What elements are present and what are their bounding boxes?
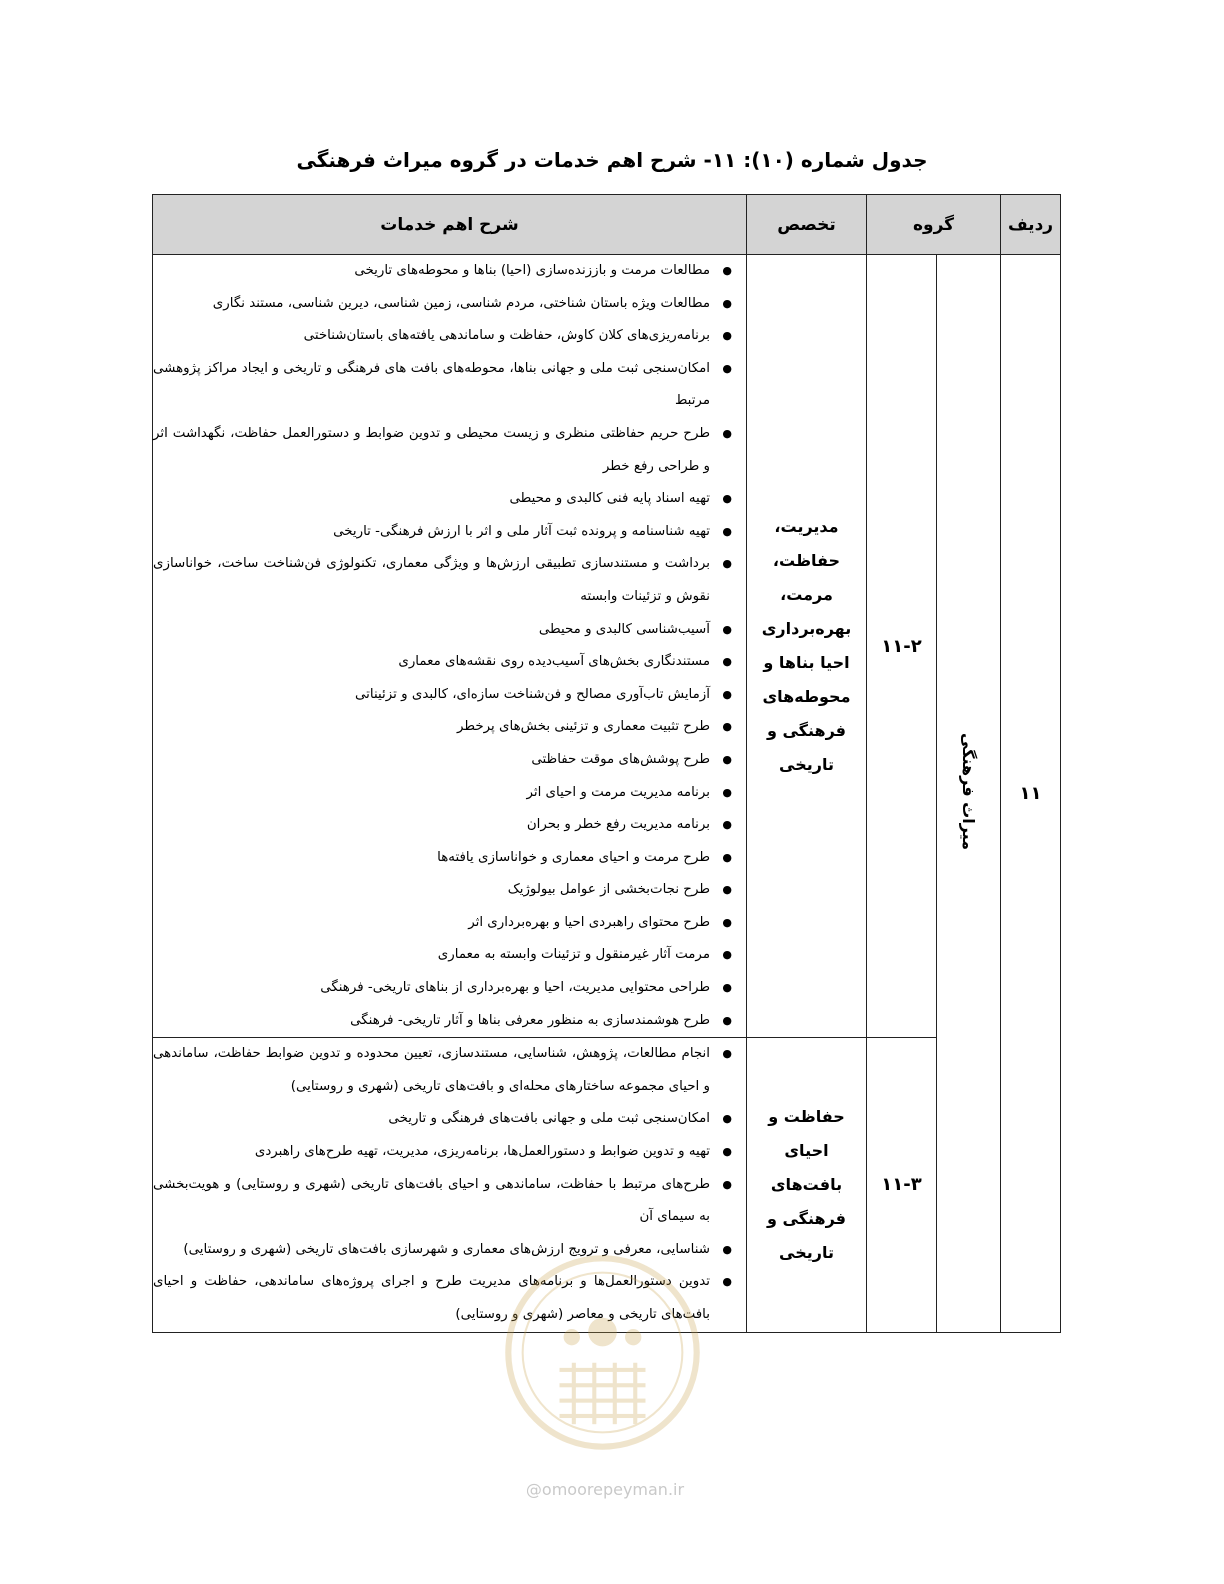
- list-item: [153, 777, 746, 810]
- bullet-icon: ●: [722, 524, 732, 538]
- bullet-icon: ●: [722, 752, 732, 766]
- list-item-text: امکان‌سنجی ثبت ملی و جهانی بافت‌های فرهنگی و تاریخی: [388, 1111, 710, 1127]
- bullet-icon: ●: [722, 1242, 732, 1256]
- bullet-icon: ●: [722, 948, 732, 962]
- services-list: [153, 255, 746, 1037]
- bullet-icon: ●: [722, 720, 732, 734]
- list-item: [153, 1266, 746, 1331]
- page-title: جدول شماره (۱۰): ۱۱- شرح اهم خدمات در گروه میراث فرهنگی: [296, 148, 928, 172]
- bullet-icon: ●: [722, 655, 732, 669]
- list-item: [153, 548, 746, 613]
- bullet-icon: ●: [722, 1275, 732, 1289]
- services-cell: [153, 1038, 747, 1332]
- list-item: [153, 679, 746, 712]
- list-item: [153, 646, 746, 679]
- list-item: [153, 353, 746, 418]
- header-group: گروه: [867, 195, 1001, 255]
- list-item: [153, 711, 746, 744]
- table-row: [153, 1038, 1061, 1332]
- group-name: میراث فرهنگی: [959, 732, 979, 850]
- list-item: [153, 972, 746, 1005]
- group-name-cell: [937, 255, 1001, 1333]
- header-services: شرح اهم خدمات: [153, 195, 747, 255]
- watermark-text: @omoorepeyman.ir: [525, 1480, 685, 1499]
- bullet-icon: ●: [722, 1112, 732, 1126]
- list-item-text: مستندنگاری بخش‌های آسیب‌دیده روی نقشه‌های معماری: [398, 654, 710, 670]
- list-item-text: طرح پوشش‌های موقت حفاظتی: [531, 751, 710, 767]
- bullet-icon: ●: [722, 1047, 732, 1061]
- bullet-icon: ●: [722, 1013, 732, 1027]
- bullet-icon: ●: [722, 687, 732, 701]
- subgroup-specialty: حفاظت و احیای بافت‌های فرهنگی و تاریخی: [747, 1038, 867, 1332]
- list-item-text: برنامه مدیریت رفع خطر و بحران: [526, 817, 710, 833]
- services-cell: [153, 255, 747, 1038]
- list-item-text: طرح‌های مرتبط با حفاظت، ساماندهی و احیای بافت‌های تاریخی (شهری و روستایی) و هویت‌بخشی به سیمای آن: [153, 1176, 710, 1225]
- services-table: [152, 194, 1061, 1333]
- bullet-icon: ●: [722, 361, 732, 375]
- list-item: [153, 1038, 746, 1103]
- table-row: [153, 255, 1061, 1038]
- list-item-text: برنامه‌ریزی‌های کلان کاوش، حفاظت و ساماندهی یافته‌های باستان‌شناختی: [303, 328, 710, 344]
- list-item-text: مطالعات ویژه باستان شناختی، مردم شناسی، زمین شناسی، دیرین شناسی، مستند نگاری: [212, 295, 710, 311]
- bullet-icon: ●: [722, 426, 732, 440]
- list-item: [153, 614, 746, 647]
- bullet-icon: ●: [722, 264, 732, 277]
- list-item: [153, 320, 746, 353]
- list-item: [153, 516, 746, 549]
- list-item: [153, 418, 746, 483]
- list-item-text: امکان‌سنجی ثبت ملی و جهانی بناها، محوطه‌های بافت های فرهنگی و تاریخی و ایجاد مراکز پژوهشی مرتبط: [153, 360, 710, 409]
- bullet-icon: ●: [722, 1177, 732, 1191]
- list-item: [153, 1005, 746, 1038]
- list-item-text: طرح تثبیت معماری و تزئینی بخش‌های پرخطر: [456, 719, 710, 735]
- list-item: [153, 1234, 746, 1267]
- header-row-number: ردیف: [1001, 195, 1061, 255]
- list-item-text: شناسایی، معرفی و ترویج ارزش‌های معماری و شهرسازی بافت‌های تاریخی (شهری و روستایی): [183, 1241, 710, 1257]
- bullet-icon: ●: [722, 785, 732, 799]
- list-item: [153, 1103, 746, 1136]
- list-item-text: تدوین دستورالعمل‌ها و برنامه‌های مدیریت طرح و اجرای پروژه‌های ساماندهی، حفاظت و احیای بافت‌های تاریخی و معاصر (شهری و روستایی): [153, 1274, 710, 1322]
- bullet-icon: ●: [722, 850, 732, 864]
- list-item-text: آسیب‌شناسی کالبدی و محیطی: [538, 621, 710, 637]
- list-item: [153, 907, 746, 940]
- list-item-text: تهیه اسناد پایه فنی کالبدی و محیطی: [509, 491, 710, 507]
- bullet-icon: ●: [722, 915, 732, 929]
- subgroup-code: ۱۱-۲: [867, 255, 937, 1038]
- bullet-icon: ●: [722, 492, 732, 506]
- list-item-text: طراحی محتوایی مدیریت، احیا و بهره‌برداری از بناهای تاریخی- فرهنگی: [320, 980, 710, 996]
- list-item-text: برداشت و مستندسازی تطبیقی ارزش‌ها و ویژگی معماری، تکنولوژی فن‌شناخت ساخت، خواناسازی نقوش و تزئینات وابسته: [153, 556, 710, 604]
- list-item-text: مرمت آثار غیرمنقول و تزئینات وابسته به معماری: [437, 947, 710, 963]
- bullet-icon: ●: [722, 329, 732, 343]
- table-header-row: [153, 195, 1061, 255]
- list-item: [153, 809, 746, 842]
- bullet-icon: ●: [722, 981, 732, 995]
- list-item: [153, 1136, 746, 1169]
- list-item-text: برنامه مدیریت مرمت و احیای اثر: [526, 784, 710, 800]
- list-item-text: انجام مطالعات، پژوهش، شناسایی، مستندسازی، تعیین محدوده و تدوین ضوابط حفاظت، ساماندهی و احیای مجموعه ساختارهای محله‌ای و بافت‌های تاریخی (شهری و روستایی): [153, 1046, 710, 1094]
- bullet-icon: ●: [722, 883, 732, 897]
- bullet-icon: ●: [722, 622, 732, 636]
- list-item-text: تهیه شناسنامه و پرونده ثبت آثار ملی و اثر با ارزش فرهنگی- تاریخی: [333, 523, 710, 539]
- bullet-icon: ●: [722, 557, 732, 571]
- list-item-text: طرح محتوای راهبردی احیا و بهره‌برداری اثر: [468, 914, 710, 930]
- list-item-text: طرح مرمت و احیای معماری و خواناسازی یافته‌ها: [437, 849, 710, 865]
- row-number: ۱۱: [1001, 255, 1061, 1333]
- bullet-icon: ●: [722, 818, 732, 832]
- list-item: [153, 483, 746, 516]
- list-item-text: آزمایش تاب‌آوری مصالح و فن‌شناخت سازه‌ای، کالبدی و تزئیناتی: [354, 686, 710, 702]
- subgroup-code: ۱۱-۳: [867, 1038, 937, 1332]
- bullet-icon: ●: [722, 1145, 732, 1159]
- subgroup-specialty: مدیریت، حفاظت، مرمت، بهره‌برداری احیا بناها و محوطه‌های فرهنگی و تاریخی: [747, 255, 867, 1038]
- header-specialty: تخصص: [747, 195, 867, 255]
- list-item-text: طرح هوشمندسازی به منظور معرفی بناها و آثار تاریخی- فرهنگی: [350, 1012, 710, 1028]
- list-item: [153, 842, 746, 875]
- services-list: [153, 1038, 746, 1331]
- list-item-text: مطالعات مرمت و باززنده‌سازی (احیا) بناها و محوطه‌های تاریخی: [354, 263, 710, 278]
- list-item: [153, 1169, 746, 1234]
- list-item-text: طرح حریم حفاظتی منظری و زیست محیطی و تدوین ضوابط و دستورالعمل حفاظت، نگهداشت اثر و طراحی رفع خطر: [153, 425, 710, 474]
- list-item: [153, 255, 746, 288]
- bullet-icon: ●: [722, 296, 732, 310]
- list-item-text: تهیه و تدوین ضوابط و دستورالعمل‌ها، برنامه‌ریزی، مدیریت، تهیه طرح‌های راهبردی: [254, 1144, 710, 1160]
- list-item: [153, 939, 746, 972]
- list-item-text: طرح نجات‌بخشی از عوامل بیولوژیک: [507, 882, 710, 898]
- list-item: [153, 744, 746, 777]
- list-item: [153, 288, 746, 321]
- list-item: [153, 874, 746, 907]
